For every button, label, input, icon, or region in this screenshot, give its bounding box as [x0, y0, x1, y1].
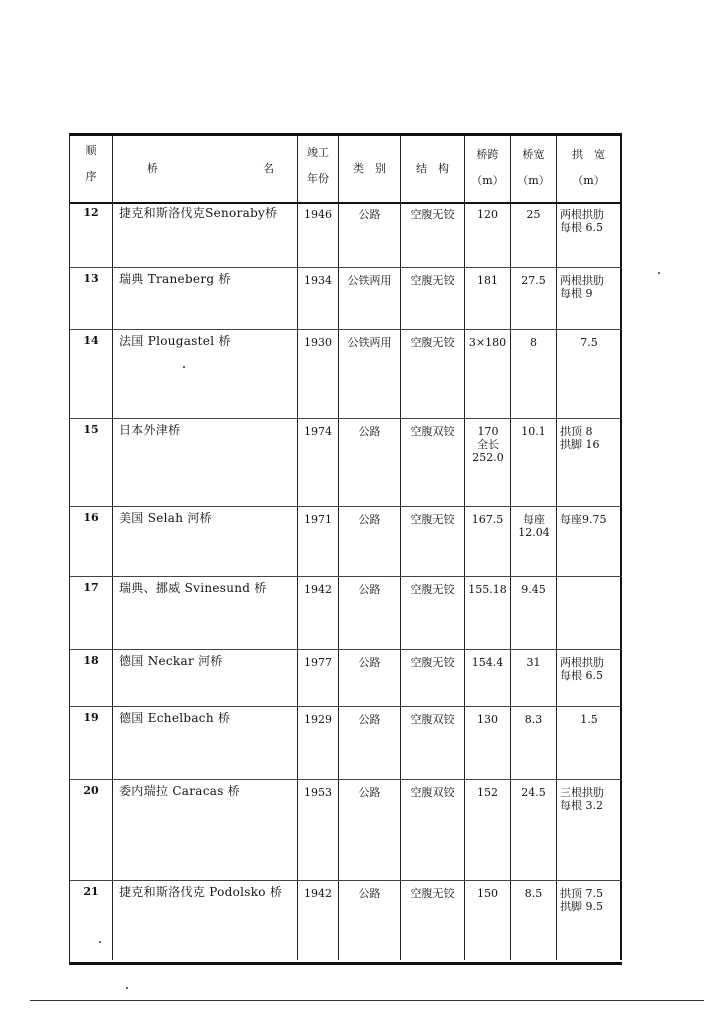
row-width: 8.3: [511, 707, 557, 780]
row-type: 公路: [339, 707, 401, 780]
row-name: 德国 Neckar 河桥: [113, 650, 298, 707]
header-name-right: 名: [263, 162, 274, 175]
table-row: [70, 779, 622, 881]
header-seq: [70, 136, 113, 202]
row-type: 公铁两用: [339, 330, 401, 419]
row-struct: 空腹无铰: [401, 268, 465, 330]
header-arch-top: 拱 宽: [572, 148, 605, 161]
row-name: 瑞典、挪威 Svinesund 桥: [113, 577, 298, 650]
header-type: [339, 136, 401, 202]
header-span-top: 桥跨: [476, 148, 499, 161]
scan-speck: [126, 987, 128, 989]
header-arch-bottom: （m）: [572, 174, 605, 187]
row-type: 公路: [339, 507, 401, 577]
row-year: 1942: [298, 577, 339, 650]
row-width: 24.5: [511, 780, 557, 881]
header-struct-label: 结 构: [416, 162, 449, 175]
row-struct: 空腹无铰: [401, 881, 465, 960]
table-row: [70, 706, 622, 780]
row-struct: 空腹无铰: [401, 202, 465, 267]
header-year: [298, 136, 339, 202]
row-year: 1930: [298, 330, 339, 419]
header-year-bottom: 年份: [307, 172, 329, 185]
row-no: 13: [70, 268, 113, 330]
row-name: 法国 Plougastel 桥: [113, 330, 298, 419]
row-type: 公铁两用: [339, 268, 401, 330]
page-bottom-rule: [30, 1000, 704, 1001]
row-no: 18: [70, 650, 113, 707]
row-width: 10.1: [511, 419, 557, 507]
row-name: 瑞典 Traneberg 桥: [113, 268, 298, 330]
row-span: 150: [465, 881, 511, 960]
row-width: 8.5: [511, 881, 557, 960]
row-width: 27.5: [511, 268, 557, 330]
row-year: 1934: [298, 268, 339, 330]
row-struct: 空腹双铰: [401, 780, 465, 881]
row-arch: 两根拱肋 每根 9: [557, 268, 622, 330]
row-no: 21: [70, 881, 113, 960]
table-row: [70, 649, 622, 707]
row-arch: 7.5: [557, 330, 622, 419]
row-arch: 拱顶 8 拱脚 16: [557, 419, 622, 507]
row-struct: 空腹无铰: [401, 577, 465, 650]
row-type: 公路: [339, 577, 401, 650]
row-year: 1971: [298, 507, 339, 577]
row-struct: 空腹无铰: [401, 330, 465, 419]
table-row: [70, 329, 622, 419]
row-year: 1942: [298, 881, 339, 960]
scan-speck: [183, 366, 185, 368]
row-no: 19: [70, 707, 113, 780]
header-seq-bottom: 序: [85, 170, 97, 183]
header-width: [511, 136, 557, 202]
row-span: 154.4: [465, 650, 511, 707]
row-span: 3×180: [465, 330, 511, 419]
table-row: [70, 267, 622, 330]
header-arch: [557, 136, 622, 202]
header-name: [113, 136, 298, 202]
row-span: 167.5: [465, 507, 511, 577]
row-year: 1929: [298, 707, 339, 780]
header-span: [465, 136, 511, 202]
table-row: [70, 418, 622, 507]
row-struct: 空腹双铰: [401, 707, 465, 780]
row-width: 9.45: [511, 577, 557, 650]
header-type-label: 类 别: [353, 162, 386, 175]
row-name: 捷克和斯洛伐克 Podolsko 桥: [113, 881, 298, 960]
row-type: 公路: [339, 881, 401, 960]
row-no: 20: [70, 780, 113, 881]
row-span: 181: [465, 268, 511, 330]
header-year-top: 竣工: [307, 146, 329, 159]
row-width: 25: [511, 202, 557, 267]
header-struct: [401, 136, 465, 202]
table-header: [70, 136, 622, 204]
row-struct: 空腹无铰: [401, 650, 465, 707]
row-type: 公路: [339, 650, 401, 707]
row-struct: 空腹双铰: [401, 419, 465, 507]
row-arch: 每座9.75: [557, 507, 622, 577]
row-no: 17: [70, 577, 113, 650]
header-name-left: 桥: [147, 162, 158, 175]
scan-speck: [658, 272, 660, 274]
row-span: 155.18: [465, 577, 511, 650]
row-type: 公路: [339, 419, 401, 507]
header-span-bottom: （m）: [471, 174, 504, 187]
header-width-top: 桥宽: [522, 148, 545, 161]
row-span: 152: [465, 780, 511, 881]
row-type: 公路: [339, 202, 401, 267]
row-year: 1946: [298, 202, 339, 267]
row-width: 每座 12.04: [511, 507, 557, 577]
row-span: 120: [465, 202, 511, 267]
row-no: 14: [70, 330, 113, 419]
row-name: 美国 Selah 河桥: [113, 507, 298, 577]
row-width: 31: [511, 650, 557, 707]
row-name: 德国 Echelbach 桥: [113, 707, 298, 780]
scan-speck: [99, 941, 101, 943]
header-width-bottom: （m）: [517, 174, 550, 187]
row-no: 15: [70, 419, 113, 507]
row-no: 12: [70, 202, 113, 267]
row-arch: 两根拱肋 每根 6.5: [557, 202, 622, 267]
row-arch: 三根拱肋 每根 3.2: [557, 780, 622, 881]
bridge-table: [69, 133, 622, 965]
row-type: 公路: [339, 780, 401, 881]
row-name: 委内瑞拉 Caracas 桥: [113, 780, 298, 881]
row-arch: 拱顶 7.5 拱脚 9.5: [557, 881, 622, 960]
row-year: 1974: [298, 419, 339, 507]
header-seq-top: 顺: [85, 144, 97, 157]
row-no: 16: [70, 507, 113, 577]
row-year: 1953: [298, 780, 339, 881]
row-span: 130: [465, 707, 511, 780]
row-span: 170 全长 252.0: [465, 419, 511, 507]
row-year: 1977: [298, 650, 339, 707]
row-arch: 两根拱肋 每根 6.5: [557, 650, 622, 707]
row-arch: 1.5: [557, 707, 622, 780]
table-row: [70, 880, 622, 960]
table-row: [70, 576, 622, 650]
row-arch: [557, 577, 622, 650]
row-width: 8: [511, 330, 557, 419]
table-row: [70, 506, 622, 577]
row-name: 捷克和斯洛伐克Senoraby桥: [113, 202, 298, 267]
row-struct: 空腹无铰: [401, 507, 465, 577]
row-name: 日本外津桥: [113, 419, 298, 507]
table-row: [70, 202, 622, 267]
